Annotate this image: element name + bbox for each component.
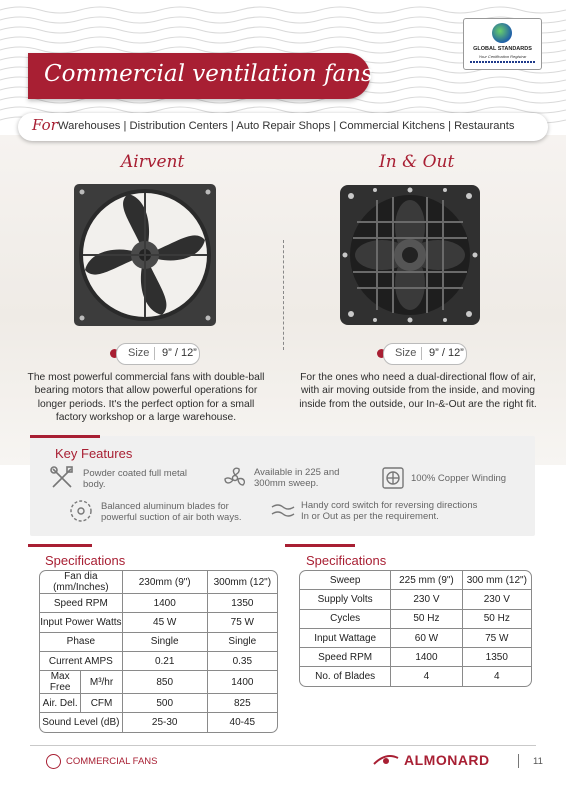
table-cell: CFM [81,694,122,713]
brand-logo [372,752,502,770]
feature-cord-switch [301,500,477,522]
table-cell: 500 [123,694,208,713]
product-name-airvent: Airvent [121,152,185,172]
table-cell: 1350 [208,594,277,613]
spec-table-airvent [39,570,278,733]
brand-name: ALMONARD [404,752,490,768]
table-cell: M³/hr [81,671,122,694]
airvent-size-pill [116,343,200,365]
size-value: 9” / 12” [429,347,464,359]
in-out-size-pill [383,343,467,365]
table-cell: No. of Blades [300,667,391,685]
table-row [40,652,277,671]
table-cell: 50 Hz [463,610,531,629]
table-row [40,633,277,652]
table-cell: Single [208,633,277,652]
table-header-cell: Sweep [300,571,391,590]
table-row [300,610,531,629]
table-cell: Sound Level (dB) [40,713,123,731]
feature-line: Balanced aluminum blades for [101,501,229,512]
tools-icon [49,465,75,491]
globe-icon [492,23,512,43]
spec-accent-left [28,544,92,547]
table-cell: 0.21 [123,652,208,671]
feature-line: body. [83,479,106,490]
certification-logo [463,18,542,70]
table-row [300,590,531,609]
table-cell: Phase [40,633,123,652]
feature-copper-winding [411,473,506,484]
in-out-fan-image [337,182,483,328]
table-header-cell: 230mm (9") [123,571,208,594]
table-cell: 25-30 [123,713,208,731]
airflow-icon [270,502,296,520]
table-cell: 60 W [391,629,462,648]
table-cell: 1400 [208,671,277,694]
table-cell: 4 [494,671,500,683]
for-label: For [32,116,58,134]
table-cell: Single [123,633,208,652]
table-cell: 4 [391,667,462,685]
feature-line: Handy cord switch for reversing directions [301,500,478,511]
table-cell: Input Power Watts [40,613,123,632]
table-cell: Current AMPS [40,652,123,671]
table-cell: Input Wattage [300,629,391,648]
footer-divider [30,745,536,746]
applications-list: Warehouses | Distribution Centers | Auto Repair Shops | Commercial Kitchens | Restaurants [58,120,515,132]
fan-footer-icon [46,754,61,769]
product-divider [283,240,284,350]
table-cell: 850 [123,671,208,694]
page-title: Commercial ventilation fans [44,61,373,87]
size-label: Size [128,347,150,359]
feature-line: 300mm sweep. [254,478,319,489]
table-cell: 50 Hz [391,610,462,629]
key-features-title: Key Features [55,446,133,461]
feature-line: 100% Copper Winding [411,473,507,484]
applications-bar [18,113,548,141]
title-banner [28,53,373,99]
table-row [300,667,531,685]
page-number: 11 [533,756,543,767]
pill-separator [421,347,422,360]
table-cell: 75 W [463,629,531,648]
table-cell: Supply Volts [300,590,391,609]
table-cell: Speed RPM [300,648,391,667]
footer-section-label: COMMERCIAL FANS [66,756,158,767]
table-row [40,694,277,713]
table-row [40,571,277,594]
spec-title-in-out: Specifications [306,553,387,568]
feature-line: In or Out as per the requirement. [301,511,439,522]
feature-line: powerful suction of air both ways. [101,512,242,523]
table-row [40,613,277,632]
table-cell: Max Free [40,671,81,694]
table-cell: 0.35 [208,652,277,671]
table-cell: 45 W [123,613,208,632]
page-separator [518,754,519,768]
key-features-accent [30,435,100,438]
table-cell: 1400 [391,648,462,667]
table-cell: Air. Del. [40,694,81,713]
table-header-cell: 300mm (12") [208,571,277,594]
table-header-cell: 225 mm (9") [391,571,462,590]
table-cell: 230 V [463,590,531,609]
spec-accent-right [285,544,355,547]
balanced-blade-icon [69,499,93,523]
product-name-in-out: In & Out [379,152,455,172]
table-cell: Cycles [300,610,391,629]
table-cell: 1400 [123,594,208,613]
feature-powder-coated [83,468,187,490]
table-row [300,571,531,590]
size-value: 9” / 12” [162,347,197,359]
feature-balanced-blades [101,501,241,523]
logo-line2: Your Certification Registrar [478,54,527,59]
table-header-cell: Fan dia (mm/Inches) [40,571,123,594]
fan-blade-icon [222,465,248,491]
spec-title-airvent: Specifications [45,553,126,568]
table-cell: 40-45 [229,717,256,729]
feature-line: Available in 225 and [254,467,340,478]
logo-stripe [470,61,535,63]
airvent-description: The most powerful commercial fans with double-ball bearing motors that allow powerful operations for longer periods. It's the perfect option for a small factory workshop or a large warehouse. [27,372,265,424]
table-cell: 825 [208,694,277,713]
table-cell: 230 V [391,590,462,609]
logo-line1: GLOBAL STANDARDS [473,46,532,52]
size-label: Size [395,347,417,359]
table-row [300,629,531,648]
feature-line: Powder coated full metal [83,468,188,479]
spec-table-in-out [299,570,532,687]
table-row [40,671,277,694]
feature-available-sweep [254,467,339,489]
table-cell: Speed RPM [40,594,123,613]
in-out-description: For the ones who need a dual-directional flow of air, with air moving outside from the inside, and moving inside from the outside, our In-&-Out are the right fit. [299,372,537,410]
airvent-fan-image [70,180,220,330]
pill-separator [154,347,155,360]
table-row [300,648,531,667]
table-header-cell: 300 mm (12") [463,571,531,590]
copper-winding-icon [381,466,405,490]
brand-mark-icon [372,754,400,768]
table-row [40,594,277,613]
table-row [40,713,277,731]
table-cell: 75 W [208,613,277,632]
table-cell: 1350 [463,648,531,667]
